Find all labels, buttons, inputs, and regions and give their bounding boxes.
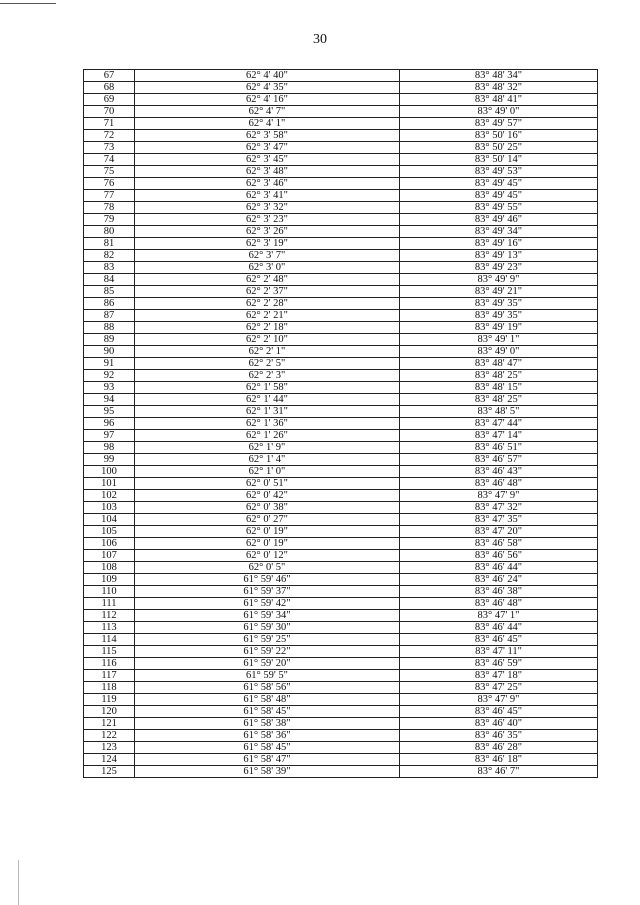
- latitude-cell: 62° 3' 23": [135, 214, 400, 226]
- point-number-cell: 107: [84, 550, 135, 562]
- point-number-cell: 121: [84, 718, 135, 730]
- table-row: [84, 274, 598, 286]
- longitude-cell: 83° 47' 9": [400, 490, 598, 502]
- latitude-cell: 61° 58' 45": [135, 706, 400, 718]
- point-number-cell: 122: [84, 730, 135, 742]
- table-row: [84, 430, 598, 442]
- longitude-cell: 83° 48' 34": [400, 70, 598, 82]
- point-number-cell: 125: [84, 766, 135, 778]
- table-row: [84, 382, 598, 394]
- point-number-cell: 77: [84, 190, 135, 202]
- table-row: [84, 334, 598, 346]
- longitude-cell: 83° 46' 28": [400, 742, 598, 754]
- latitude-cell: 62° 1' 31": [135, 406, 400, 418]
- latitude-cell: 62° 3' 7": [135, 250, 400, 262]
- point-number-cell: 86: [84, 298, 135, 310]
- latitude-cell: 61° 58' 56": [135, 682, 400, 694]
- point-number-cell: 118: [84, 682, 135, 694]
- latitude-cell: 61° 59' 34": [135, 610, 400, 622]
- point-number-cell: 100: [84, 466, 135, 478]
- longitude-cell: 83° 47' 25": [400, 682, 598, 694]
- latitude-cell: 62° 3' 19": [135, 238, 400, 250]
- longitude-cell: 83° 50' 25": [400, 142, 598, 154]
- longitude-cell: 83° 46' 56": [400, 550, 598, 562]
- point-number-cell: 105: [84, 526, 135, 538]
- longitude-cell: 83° 49' 45": [400, 190, 598, 202]
- longitude-cell: 83° 49' 35": [400, 298, 598, 310]
- latitude-cell: 61° 58' 36": [135, 730, 400, 742]
- table-row: [84, 406, 598, 418]
- longitude-cell: 83° 46' 38": [400, 586, 598, 598]
- longitude-cell: 83° 49' 21": [400, 286, 598, 298]
- longitude-cell: 83° 49' 34": [400, 226, 598, 238]
- point-number-cell: 114: [84, 634, 135, 646]
- longitude-cell: 83° 46' 24": [400, 574, 598, 586]
- point-number-cell: 70: [84, 106, 135, 118]
- latitude-cell: 62° 1' 4": [135, 454, 400, 466]
- latitude-cell: 62° 3' 48": [135, 166, 400, 178]
- latitude-cell: 61° 59' 25": [135, 634, 400, 646]
- latitude-cell: 62° 0' 19": [135, 526, 400, 538]
- table-row: [84, 610, 598, 622]
- latitude-cell: 62° 0' 12": [135, 550, 400, 562]
- table-row: [84, 454, 598, 466]
- longitude-cell: 83° 49' 46": [400, 214, 598, 226]
- table-row: [84, 370, 598, 382]
- table-row: [84, 142, 598, 154]
- table-row: [84, 94, 598, 106]
- table-row: [84, 682, 598, 694]
- table-row: [84, 766, 598, 778]
- longitude-cell: 83° 47' 1": [400, 610, 598, 622]
- latitude-cell: 62° 2' 28": [135, 298, 400, 310]
- latitude-cell: 62° 0' 42": [135, 490, 400, 502]
- point-number-cell: 103: [84, 502, 135, 514]
- table-row: [84, 154, 598, 166]
- longitude-cell: 83° 47' 18": [400, 670, 598, 682]
- table-row: [84, 538, 598, 550]
- latitude-cell: 62° 4' 7": [135, 106, 400, 118]
- latitude-cell: 61° 59' 30": [135, 622, 400, 634]
- point-number-cell: 98: [84, 442, 135, 454]
- point-number-cell: 92: [84, 370, 135, 382]
- coordinates-table: [83, 69, 598, 778]
- table-row: [84, 502, 598, 514]
- longitude-cell: 83° 46' 51": [400, 442, 598, 454]
- latitude-cell: 62° 1' 0": [135, 466, 400, 478]
- table-row: [84, 118, 598, 130]
- table-row: [84, 250, 598, 262]
- table-row: [84, 190, 598, 202]
- table-row: [84, 394, 598, 406]
- point-number-cell: 112: [84, 610, 135, 622]
- latitude-cell: 62° 2' 21": [135, 310, 400, 322]
- latitude-cell: 61° 59' 22": [135, 646, 400, 658]
- table-row: [84, 442, 598, 454]
- longitude-cell: 83° 49' 35": [400, 310, 598, 322]
- longitude-cell: 83° 48' 5": [400, 406, 598, 418]
- latitude-cell: 62° 4' 35": [135, 82, 400, 94]
- table-row: [84, 658, 598, 670]
- longitude-cell: 83° 46' 44": [400, 562, 598, 574]
- table-row: [84, 226, 598, 238]
- latitude-cell: 62° 4' 40": [135, 70, 400, 82]
- latitude-cell: 62° 3' 41": [135, 190, 400, 202]
- latitude-cell: 62° 1' 9": [135, 442, 400, 454]
- longitude-cell: 83° 47' 11": [400, 646, 598, 658]
- point-number-cell: 94: [84, 394, 135, 406]
- table-row: [84, 130, 598, 142]
- longitude-cell: 83° 46' 57": [400, 454, 598, 466]
- longitude-cell: 83° 46' 59": [400, 658, 598, 670]
- latitude-cell: 62° 3' 32": [135, 202, 400, 214]
- table-row: [84, 70, 598, 82]
- latitude-cell: 62° 4' 1": [135, 118, 400, 130]
- longitude-cell: 83° 47' 35": [400, 514, 598, 526]
- table-row: [84, 622, 598, 634]
- latitude-cell: 62° 2' 3": [135, 370, 400, 382]
- latitude-cell: 61° 59' 37": [135, 586, 400, 598]
- point-number-cell: 71: [84, 118, 135, 130]
- point-number-cell: 84: [84, 274, 135, 286]
- longitude-cell: 83° 46' 45": [400, 706, 598, 718]
- longitude-cell: 83° 47' 32": [400, 502, 598, 514]
- latitude-cell: 62° 2' 37": [135, 286, 400, 298]
- point-number-cell: 115: [84, 646, 135, 658]
- table-row: [84, 358, 598, 370]
- point-number-cell: 108: [84, 562, 135, 574]
- longitude-cell: 83° 46' 35": [400, 730, 598, 742]
- header-rule: [0, 3, 56, 4]
- latitude-cell: 61° 58' 48": [135, 694, 400, 706]
- latitude-cell: 62° 3' 0": [135, 262, 400, 274]
- longitude-cell: 83° 47' 9": [400, 694, 598, 706]
- point-number-cell: 75: [84, 166, 135, 178]
- longitude-cell: 83° 49' 13": [400, 250, 598, 262]
- table-row: [84, 262, 598, 274]
- point-number-cell: 124: [84, 754, 135, 766]
- latitude-cell: 61° 59' 5": [135, 670, 400, 682]
- longitude-cell: 83° 49' 1": [400, 334, 598, 346]
- longitude-cell: 83° 47' 44": [400, 418, 598, 430]
- table-row: [84, 562, 598, 574]
- longitude-cell: 83° 49' 19": [400, 322, 598, 334]
- point-number-cell: 110: [84, 586, 135, 598]
- point-number-cell: 123: [84, 742, 135, 754]
- longitude-cell: 83° 46' 40": [400, 718, 598, 730]
- point-number-cell: 119: [84, 694, 135, 706]
- latitude-cell: 62° 3' 26": [135, 226, 400, 238]
- latitude-cell: 62° 2' 1": [135, 346, 400, 358]
- point-number-cell: 89: [84, 334, 135, 346]
- longitude-cell: 83° 49' 9": [400, 274, 598, 286]
- table-row: [84, 694, 598, 706]
- latitude-cell: 62° 4' 16": [135, 94, 400, 106]
- table-row: [84, 490, 598, 502]
- longitude-cell: 83° 46' 44": [400, 622, 598, 634]
- longitude-cell: 83° 46' 48": [400, 598, 598, 610]
- longitude-cell: 83° 49' 57": [400, 118, 598, 130]
- latitude-cell: 61° 58' 45": [135, 742, 400, 754]
- longitude-cell: 83° 49' 53": [400, 166, 598, 178]
- latitude-cell: 61° 58' 39": [135, 766, 400, 778]
- table-row: [84, 526, 598, 538]
- point-number-cell: 113: [84, 622, 135, 634]
- longitude-cell: 83° 48' 32": [400, 82, 598, 94]
- latitude-cell: 62° 1' 26": [135, 430, 400, 442]
- longitude-cell: 83° 46' 7": [400, 766, 598, 778]
- point-number-cell: 97: [84, 430, 135, 442]
- point-number-cell: 68: [84, 82, 135, 94]
- table-row: [84, 574, 598, 586]
- table-row: [84, 514, 598, 526]
- latitude-cell: 62° 0' 27": [135, 514, 400, 526]
- table-row: [84, 322, 598, 334]
- latitude-cell: 62° 0' 5": [135, 562, 400, 574]
- latitude-cell: 62° 0' 19": [135, 538, 400, 550]
- point-number-cell: 101: [84, 478, 135, 490]
- longitude-cell: 83° 48' 15": [400, 382, 598, 394]
- table-row: [84, 646, 598, 658]
- table-row: [84, 586, 598, 598]
- point-number-cell: 116: [84, 658, 135, 670]
- table-row: [84, 286, 598, 298]
- point-number-cell: 88: [84, 322, 135, 334]
- table-row: [84, 718, 598, 730]
- latitude-cell: 62° 0' 51": [135, 478, 400, 490]
- latitude-cell: 62° 3' 45": [135, 154, 400, 166]
- point-number-cell: 73: [84, 142, 135, 154]
- latitude-cell: 62° 2' 18": [135, 322, 400, 334]
- longitude-cell: 83° 49' 0": [400, 106, 598, 118]
- point-number-cell: 76: [84, 178, 135, 190]
- latitude-cell: 62° 2' 10": [135, 334, 400, 346]
- point-number-cell: 87: [84, 310, 135, 322]
- latitude-cell: 62° 3' 46": [135, 178, 400, 190]
- latitude-cell: 62° 0' 38": [135, 502, 400, 514]
- point-number-cell: 95: [84, 406, 135, 418]
- table-row: [84, 706, 598, 718]
- longitude-cell: 83° 49' 45": [400, 178, 598, 190]
- latitude-cell: 61° 58' 38": [135, 718, 400, 730]
- longitude-cell: 83° 48' 25": [400, 394, 598, 406]
- longitude-cell: 83° 46' 43": [400, 466, 598, 478]
- table-row: [84, 106, 598, 118]
- longitude-cell: 83° 48' 25": [400, 370, 598, 382]
- table-row: [84, 346, 598, 358]
- coordinates-table-body: [84, 70, 598, 778]
- table-row: [84, 298, 598, 310]
- table-row: [84, 550, 598, 562]
- point-number-cell: 81: [84, 238, 135, 250]
- point-number-cell: 83: [84, 262, 135, 274]
- longitude-cell: 83° 48' 41": [400, 94, 598, 106]
- point-number-cell: 104: [84, 514, 135, 526]
- point-number-cell: 90: [84, 346, 135, 358]
- longitude-cell: 83° 46' 18": [400, 754, 598, 766]
- longitude-cell: 83° 46' 45": [400, 634, 598, 646]
- point-number-cell: 80: [84, 226, 135, 238]
- longitude-cell: 83° 50' 16": [400, 130, 598, 142]
- table-row: [84, 478, 598, 490]
- point-number-cell: 69: [84, 94, 135, 106]
- table-row: [84, 178, 598, 190]
- point-number-cell: 79: [84, 214, 135, 226]
- table-row: [84, 730, 598, 742]
- table-row: [84, 670, 598, 682]
- point-number-cell: 99: [84, 454, 135, 466]
- table-row: [84, 466, 598, 478]
- point-number-cell: 117: [84, 670, 135, 682]
- longitude-cell: 83° 46' 58": [400, 538, 598, 550]
- latitude-cell: 62° 1' 58": [135, 382, 400, 394]
- latitude-cell: 61° 59' 46": [135, 574, 400, 586]
- table-row: [84, 754, 598, 766]
- point-number-cell: 74: [84, 154, 135, 166]
- longitude-cell: 83° 49' 55": [400, 202, 598, 214]
- page-number: 30: [313, 32, 327, 47]
- latitude-cell: 61° 59' 42": [135, 598, 400, 610]
- latitude-cell: 61° 59' 20": [135, 658, 400, 670]
- table-row: [84, 214, 598, 226]
- table-row: [84, 634, 598, 646]
- point-number-cell: 102: [84, 490, 135, 502]
- longitude-cell: 83° 48' 47": [400, 358, 598, 370]
- longitude-cell: 83° 47' 20": [400, 526, 598, 538]
- point-number-cell: 82: [84, 250, 135, 262]
- latitude-cell: 62° 2' 5": [135, 358, 400, 370]
- latitude-cell: 62° 3' 47": [135, 142, 400, 154]
- point-number-cell: 96: [84, 418, 135, 430]
- table-row: [84, 202, 598, 214]
- point-number-cell: 72: [84, 130, 135, 142]
- latitude-cell: 61° 58' 47": [135, 754, 400, 766]
- table-row: [84, 742, 598, 754]
- point-number-cell: 120: [84, 706, 135, 718]
- longitude-cell: 83° 46' 48": [400, 478, 598, 490]
- scan-edge-line: [18, 860, 19, 905]
- table-row: [84, 238, 598, 250]
- longitude-cell: 83° 49' 0": [400, 346, 598, 358]
- latitude-cell: 62° 3' 58": [135, 130, 400, 142]
- point-number-cell: 106: [84, 538, 135, 550]
- longitude-cell: 83° 50' 14": [400, 154, 598, 166]
- latitude-cell: 62° 2' 48": [135, 274, 400, 286]
- point-number-cell: 93: [84, 382, 135, 394]
- point-number-cell: 85: [84, 286, 135, 298]
- point-number-cell: 111: [84, 598, 135, 610]
- point-number-cell: 78: [84, 202, 135, 214]
- table-row: [84, 82, 598, 94]
- latitude-cell: 62° 1' 36": [135, 418, 400, 430]
- table-row: [84, 598, 598, 610]
- point-number-cell: 109: [84, 574, 135, 586]
- longitude-cell: 83° 47' 14": [400, 430, 598, 442]
- table-row: [84, 310, 598, 322]
- longitude-cell: 83° 49' 23": [400, 262, 598, 274]
- latitude-cell: 62° 1' 44": [135, 394, 400, 406]
- longitude-cell: 83° 49' 16": [400, 238, 598, 250]
- table-row: [84, 166, 598, 178]
- table-row: [84, 418, 598, 430]
- point-number-cell: 91: [84, 358, 135, 370]
- point-number-cell: 67: [84, 70, 135, 82]
